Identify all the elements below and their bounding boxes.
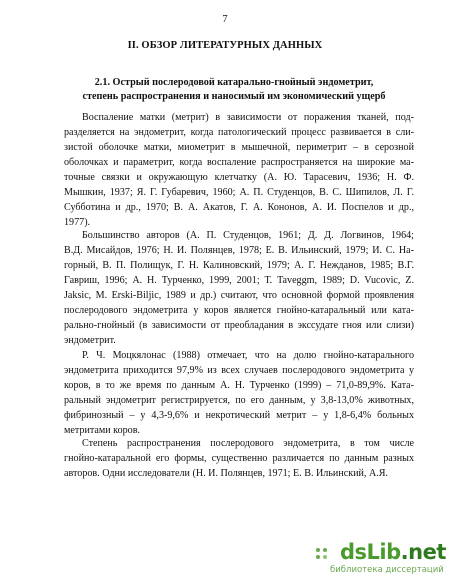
paragraph-line: зистой оболочке матки, миометрит в мышечной, периметрит – в серозной (64, 142, 414, 153)
section-title-line: 2.1. Острый послеродовой катарально-гнойный эндометрит, (94, 77, 374, 88)
paragraph-line: Большинство авторов (А. П. Студенцов, 1961; Д. Д. Логвинов, 1964; (82, 230, 414, 241)
paragraph-line: авторов. Одни исследователи (Н. И. Полянцев, 1971; Е. В. Ильинский, А.Я. (64, 468, 389, 479)
paragraph-line: В.Д. Мисайдов, 1976; Н. И. Полянцев, 1978; Е. В. Ильинский, 1979; И. С. На- (64, 245, 414, 256)
watermark (330, 540, 448, 580)
chapter-title: II. ОБЗОР ЛИТЕРАТУРНЫХ ДАННЫХ (127, 40, 323, 51)
paragraph-line: Jaksic, M. Erski-Biljic, 1989 и др.) считают, что основной формой проявления (64, 290, 414, 301)
watermark-logo-domain: .net (400, 540, 446, 564)
watermark-logo (340, 540, 446, 564)
paragraph-line: 1977). (64, 217, 91, 228)
watermark-caption: библиотека диссертаций (330, 565, 444, 575)
paragraph-line: метритами коров. (64, 425, 140, 436)
paragraph-line: разделяется на эндометрит, когда патологический процесс развивается в сли- (64, 127, 414, 138)
paragraph-line: эндометрита приходится 97,9% из всех случаев послеродового эндометрита у (64, 365, 414, 376)
paragraph-line: фибринозный – у 4,3-9,6% и некротический метрит – у 1,8-6,4% больных (64, 410, 414, 421)
paragraph-line: Субботина и др., 1970; В. А. Акатов, Г. А. Кононов, А. И. Поспелов и др., (64, 202, 414, 213)
paragraph-line: горный, В. П. Полищук, Г. Н. Калиновский, 1979; А. Г. Нежданов, 1985; В.Г. (64, 260, 414, 271)
paragraph-line: Степень распространения послеродового эндометрита, в том числе (82, 438, 414, 449)
paragraph-line: Мышкин, 1937; Я. Г. Губаревич, 1960; А. П. Студенцов, В. С. Шипилов, Л. Г. (64, 187, 414, 198)
paragraph-line: Воспаление матки (метрит) в зависимости от поражения тканей, под- (82, 112, 414, 123)
paragraph-line: Гавриш, 1996; А. Н. Турченко, 1999, 2001; Т. Taveggm, 1989; D. Vucovic, Z. (64, 275, 414, 286)
paragraph-line: гнойно-катаральной его формы, существенно различается по данным разных (64, 453, 414, 464)
paragraph-line: эндометрит. (64, 335, 116, 346)
section-title-line: степень распространения и наносимый им экономический ущерб (82, 91, 386, 102)
page-number: 7 (222, 14, 228, 25)
paragraph-line: оболочках и параметрит, когда воспаление распространяется на широкие ма- (64, 157, 414, 168)
paragraph-line: рально-гнойный (в зависимости от преобладания в экссудате гноя или слизи) (64, 320, 414, 331)
watermark-dots-icon (314, 546, 330, 562)
paragraph-line: ральный эндометрит регистрируется, по его данным, у 3,8-13,0% животных, (64, 395, 414, 406)
paragraph-line: Р. Ч. Моцкялонас (1988) отмечает, что на долю гнойно-катарального (82, 350, 414, 361)
paragraph-line: коров, в то же время по данным А. Н. Турченко (1999) – 71,0-89,9%. Ката- (64, 380, 414, 391)
section-title (64, 76, 404, 104)
watermark-logo-name: dsLib (340, 540, 401, 564)
paragraph-line: послеродового эндометрита у коров является гнойно-катаральный или ката- (64, 305, 414, 316)
paragraph-line: точные связки и окружающую клетчатку (А. Ю. Тарасевич, 1936; Н. Ф. (64, 172, 414, 183)
